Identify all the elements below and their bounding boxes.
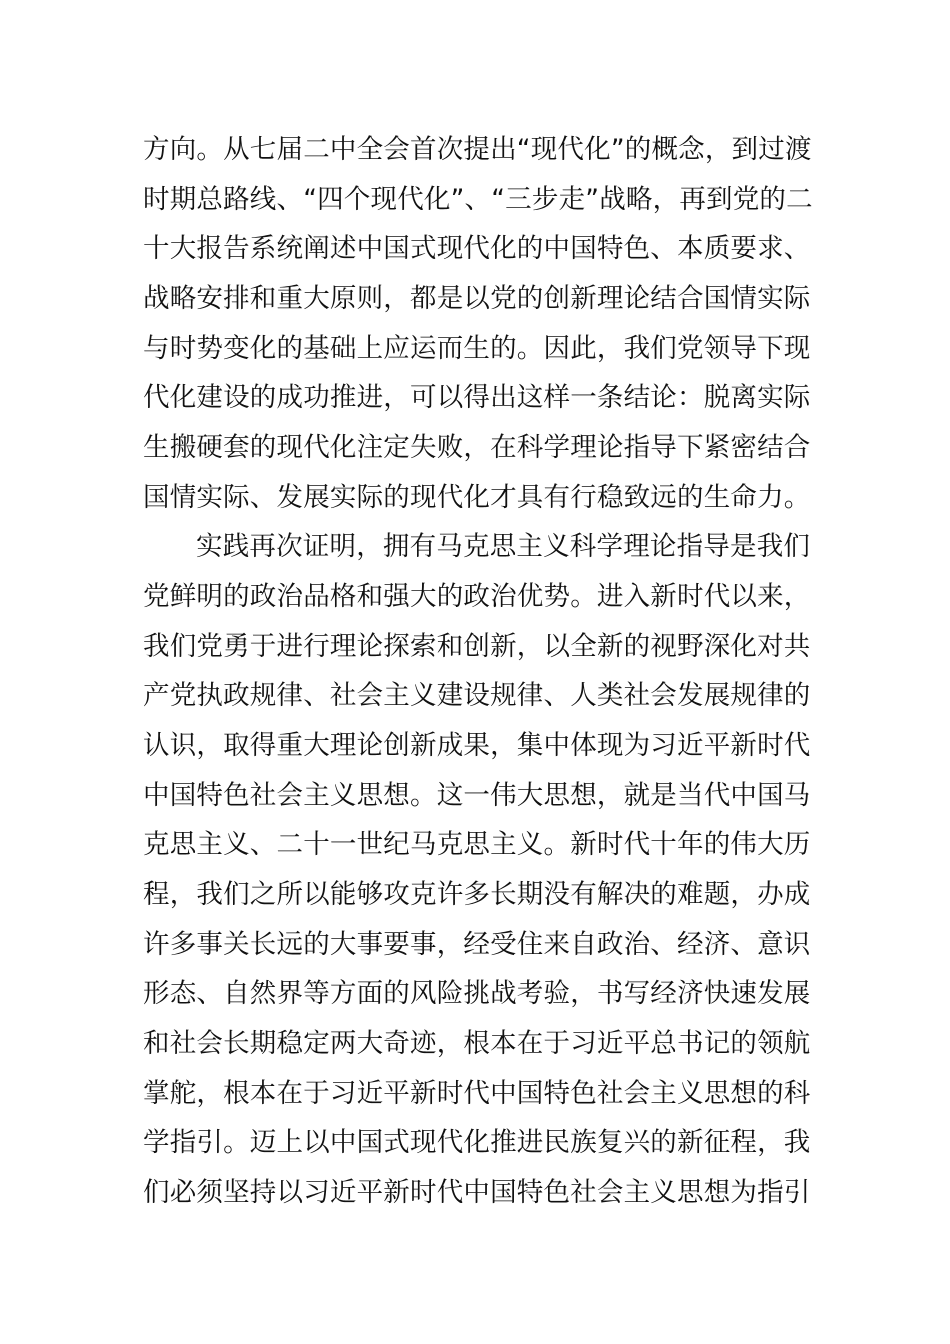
text-line: 许多事关长远的大事要事，经受住来自政治、经济、意识 xyxy=(143,929,811,960)
text-line: 时期总路线、“四个现代化”、“三步走”战略，再到党的二 xyxy=(143,184,813,215)
text-line: 代化建设的成功推进，可以得出这样一条结论：脱离实际 xyxy=(143,382,811,413)
text-line: 认识，取得重大理论创新成果，集中体现为习近平新时代 xyxy=(143,730,811,761)
text-line: 与时势变化的基础上应运而生的。因此，我们党领导下现 xyxy=(143,333,811,364)
text-line: 们必须坚持以习近平新时代中国特色社会主义思想为指引 xyxy=(143,1177,811,1208)
text-line: 克思主义、二十一世纪马克思主义。新时代十年的伟大历 xyxy=(143,829,811,860)
text-line: 十大报告系统阐述中国式现代化的中国特色、本质要求、 xyxy=(143,233,811,264)
text-line: 程，我们之所以能够攻克许多长期没有解决的难题，办成 xyxy=(143,879,811,910)
text-line: 形态、自然界等方面的风险挑战考验，书写经济快速发展 xyxy=(143,978,811,1009)
text-line: 产党执政规律、社会主义建设规律、人类社会发展规律的 xyxy=(143,680,811,711)
text-line: 我们党勇于进行理论探索和创新，以全新的视野深化对共 xyxy=(143,631,811,662)
text-line: 方向。从七届二中全会首次提出“现代化”的概念，到过渡 xyxy=(143,134,812,165)
text-line: 学指引。迈上以中国式现代化推进民族复兴的新征程，我 xyxy=(143,1127,811,1158)
text-line: 战略安排和重大原则，都是以党的创新理论结合国情实际 xyxy=(143,283,811,314)
paragraph-first-line: 实践再次证明，拥有马克思主义科学理论指导是我们 xyxy=(196,531,811,562)
text-line: 生搬硬套的现代化注定失败，在科学理论指导下紧密结合 xyxy=(143,432,811,463)
text-line: 中国特色社会主义思想。这一伟大思想，就是当代中国马 xyxy=(143,780,811,811)
text-line: 掌舵，根本在于习近平新时代中国特色社会主义思想的科 xyxy=(143,1078,811,1109)
text-line: 和社会长期稳定两大奇迹，根本在于习近平总书记的领航 xyxy=(143,1028,811,1059)
text-line: 党鲜明的政治品格和强大的政治优势。进入新时代以来， xyxy=(143,581,811,612)
text-line: 国情实际、发展实际的现代化才具有行稳致远的生命力。 xyxy=(143,482,811,513)
